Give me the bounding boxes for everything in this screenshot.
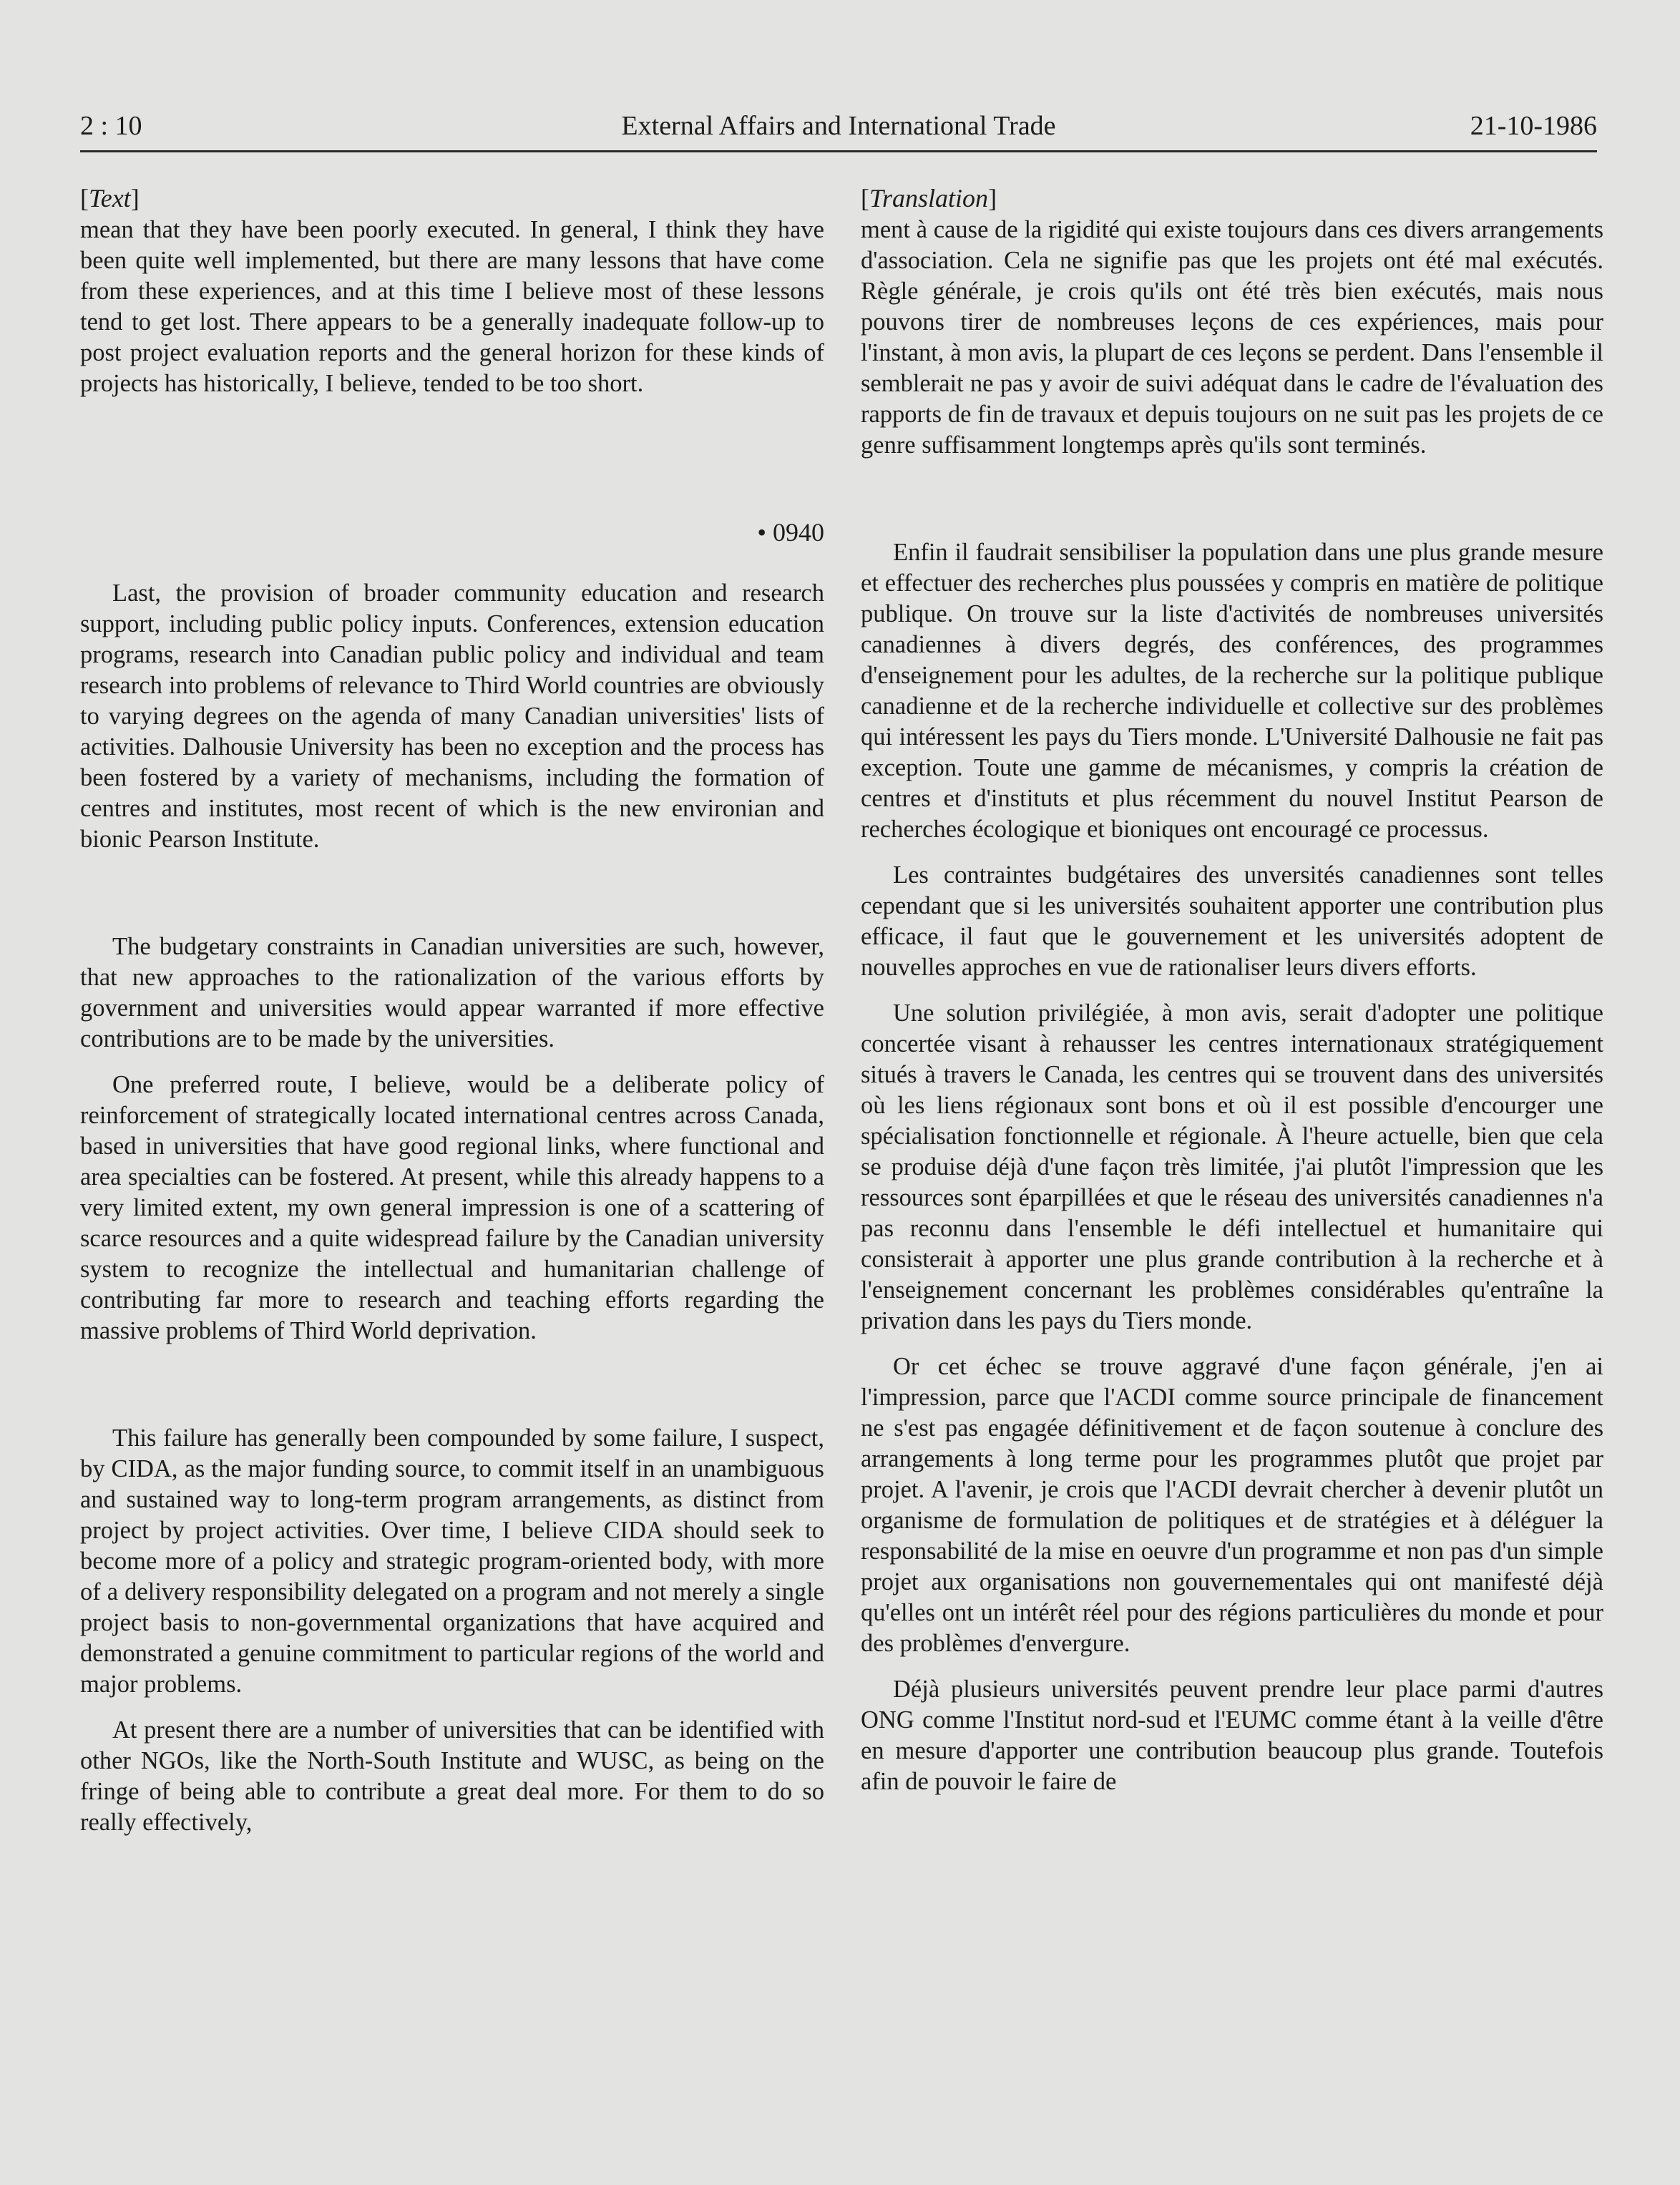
text-tag: [Text] [80,184,140,212]
fr-paragraph-6: Déjà plusieurs universités peuvent prendre leur place parmi d'autres ONG comme l'Institut nord-sud et l'EUMC comme étant à la veille d'être en mesure d'apporter une contribution beaucoup plus grande. Toutefois afin de pouvoir le faire de [861,1676,1603,1795]
fr-paragraph-3: Les contraintes budgétaires des unversités canadiennes sont telles cependant que si les universités souhaitent apporter une contribution plus efficace, il faut que le gouvernement et les universités adoptent de nouvelles approches en vue de rationaliser leurs divers efforts. [861,861,1603,981]
en-paragraph-2: Last, the provision of broader community education and research support, including public policy inputs. Conferences, extension education programs, research into Canadian public policy and individual and team research into problems of relevance to Third World countries are obviously to varying degrees on the agenda of many Canadian universities' lists of activities. Dalhousie University has been no exception and the process has been fostered by a variety of mechanisms, including the formation of centres and institutes, most recent of which is the new environian and bionic Pearson Institute. [80,580,824,853]
en-paragraph-4: One preferred route, I believe, would be a deliberate policy of reinforcement of strategically located international centres across Canada, based in universities that have good regional links, where functional and area specialties can be fostered. At present, while this already happens to a very limited extent, my own general impression is one of a scattering of scarce resources and a quite widespread failure by the Canadian university system to recognize the intellectual and humanitarian challenge of contributing far more to research and teaching efforts regarding the massive problems of Third World deprivation. [80,1071,824,1344]
page-header [80,107,1597,152]
french-column [861,182,1603,1797]
en-paragraph-6: At present there are a number of universities that can be identified with other NGOs, like the North-South Institute and WUSC, as being on the fringe of being able to contribute a great deal more. For them to do so really effectively, [80,1716,824,1836]
fr-paragraph-5: Or cet échec se trouve aggravé d'une façon générale, j'en ai l'impression, parce que l'ACDI comme source principale de financement ne s'est pas engagée définitivement et de façon soutenue à conclure des arrangements à long terme pour les programmes plutôt que projet par projet. A l'avenir, je crois que l'ACDI devrait chercher à devenir plutôt un organisme de formulation de politiques et de stratégies et à déléguer la responsabilité de la mise en oeuvre d'un programme et non pas d'un simple projet aux organisations non gouvernementales qui ont manifesté déjà qu'elles ont un intérêt réel pour des régions particulières du monde et pour des problèmes d'envergure. [861,1353,1603,1657]
fr-paragraph-1: ment à cause de la rigidité qui existe toujours dans ces divers arrangements d'association. Cela ne signifie pas que les projets ont été mal exécutés. Règle générale, je crois qu'ils ont été très bien exécutés, mais nous pouvons tirer de nombreuses leçons de ces expériences, mais pour l'instant, à mon avis, la plupart de ces leçons se perdent. Dans l'ensemble il semblerait ne pas y avoir de suivi adéquat dans le cadre de l'évaluation des rapports de fin de travaux et depuis toujours on ne suit pas les projets de ce genre suffisamment longtemps après qu'ils sont terminés. [861,216,1603,459]
time-marker: • 0940 [757,518,824,547]
en-paragraph-1: mean that they have been poorly executed. In general, I think they have been quite well implemented, but there are many lessons that have come from these experiences, and at this time I believe most of these lessons tend to get lost. There appears to be a generally inadequate follow-up to post project evaluation reports and the general horizon for these kinds of projects has historically, I believe, tended to be too short. [80,216,824,397]
sitting-date: 21-10-1986 [1470,111,1597,141]
committee-title: External Affairs and International Trade [621,111,1056,141]
english-column [80,182,824,1838]
fr-paragraph-4: Une solution privilégiée, à mon avis, serait d'adopter une politique concertée visant à rehausser les centres internationaux stratégiquement situés à travers le Canada, les centres qui se trouvent dans des universités où les liens régionaux sont bons et où il est possible d'encourger une spécialisation fonctionnelle et régionale. À l'heure actuelle, bien que cela se produise déjà d'une façon très limitée, j'ai plutôt l'impression que les ressources sont éparpillées et que le réseau des universités canadiennes n'a pas reconnu dans l'ensemble le défi intellectuel et humanitaire qui consisterait à apporter une plus grande contribution à la recherche et à l'enseignement concernant les problèmes considérables qu'entraîne la privation dans les pays du Tiers monde. [861,999,1603,1334]
fr-paragraph-2: Enfin il faudrait sensibiliser la population dans une plus grande mesure et effectuer des recherches plus poussées y compris en matière de politique publique. On trouve sur la liste d'activités de nombreuses universités canadiennes à divers degrés, des conférences, des programmes d'enseignement pour les adultes, de la recherche sur la politique publique canadienne et de la recherche individuelle et collective sur des problèmes qui intéressent les pays du Tiers monde. L'Université Dalhousie ne fait pas exception. Toute une gamme de mécanismes, y compris la création de centres et d'instituts et plus récemment du nouvel Institut Pearson de recherches écologique et bioniques ont encouragé ce processus. [861,539,1603,843]
translation-tag: [Translation] [861,184,997,212]
en-paragraph-3: The budgetary constraints in Canadian universities are such, however, that new approaches to the rationalization of the various efforts by government and universities would appear warranted if more effective contributions are to be made by the universities. [80,933,824,1052]
page-number: 2 : 10 [80,111,142,141]
en-paragraph-5: This failure has generally been compounded by some failure, I suspect, by CIDA, as the major funding source, to commit itself in an unambiguous and sustained way to long-term program arrangements, as distinct from project by project activities. Over time, I believe CIDA should seek to become more of a policy and strategic program-oriented body, with more of a delivery responsibility delegated on a program and not merely a single project basis to non-governmental organizations that have acquired and demonstrated a genuine commitment to particular regions of the world and major problems. [80,1424,824,1698]
